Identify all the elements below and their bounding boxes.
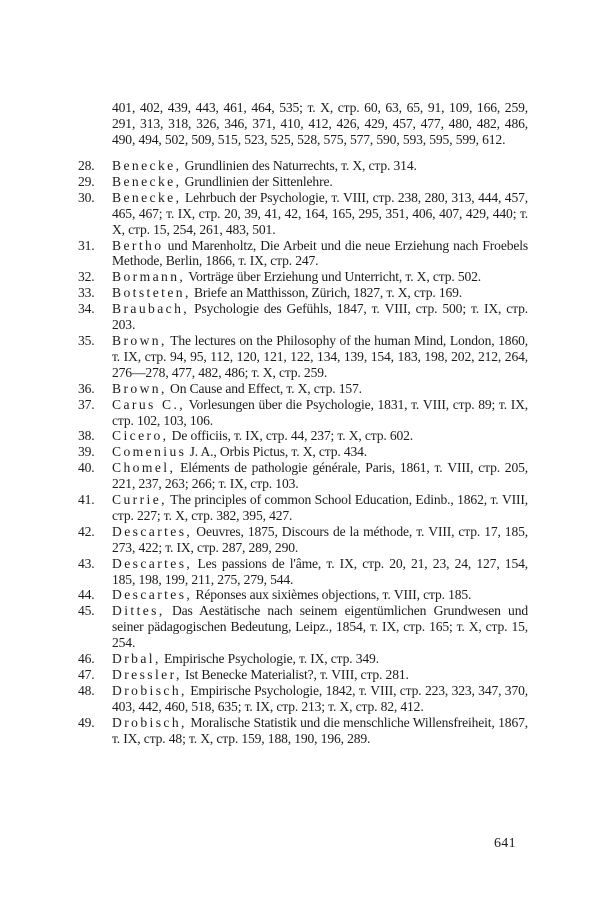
bibliography-entry	[78, 667, 528, 683]
entry-number: 38.	[78, 428, 95, 444]
entry-number: 41.	[78, 492, 95, 508]
entry-number: 28.	[78, 158, 95, 173]
entry-author: Benecke,	[112, 189, 182, 205]
bibliography-list	[78, 158, 528, 747]
entry-author: Bormann,	[112, 269, 186, 285]
bibliography-entry	[78, 381, 528, 397]
entry-number: 47.	[78, 667, 95, 682]
continued-entry-text: 401, 402, 439, 443, 461, 464, 535; т. X, стр. 60, 63, 65, 91, 109, 166, 259, 291, 313, 318, 326, 346, 371, 410, 412, 426, 429, 457, 477, 480, 482, 486, 490, 494, 502, 509, 515, 523, 525, 528, 575, 577, 590, 593, 595, 599, 612.	[112, 100, 528, 147]
entry-text: The lectures on the Philosophy of the human Mind, London, 1860, т. IX, стр. 94, 95, 112, 120, 121, 122, 134, 139, 154, 183, 198, 202, 212, 264, 276—278, 477, 482, 486; т. X, стр. 259.	[112, 332, 528, 380]
entry-number: 36.	[78, 380, 95, 396]
entry-author: Drbal,	[112, 651, 161, 667]
bibliography-entry	[78, 683, 528, 715]
entry-number: 49.	[78, 714, 95, 730]
entry-number: 32.	[78, 269, 95, 285]
bibliography-entry	[78, 428, 528, 444]
bibliography-entry	[78, 174, 528, 190]
entry-number: 39.	[78, 444, 95, 460]
entry-number: 40.	[78, 460, 95, 476]
entry-text: Réponses aux sixièmes objections, т. VIII, стр. 185.	[192, 587, 472, 603]
bibliography-entry	[78, 444, 528, 460]
bibliography-entry	[78, 285, 528, 301]
bibliography-entry	[78, 460, 528, 492]
bibliography-entry	[78, 333, 528, 381]
bibliography-entry	[78, 651, 528, 667]
entry-author: Dressler,	[112, 667, 182, 682]
bibliography-entry	[78, 269, 528, 285]
entry-author: Carus C.,	[112, 396, 186, 412]
entry-text: Moralische Statistik und die menschliche Willensfreiheit, 1867, т. IX, стр. 48; т. X, стр. 159, 188, 190, 196, 289.	[112, 714, 528, 746]
entry-number: 29.	[78, 173, 95, 189]
entry-text: Grundlinien der Sittenlehre.	[181, 173, 333, 189]
page-number: 641	[494, 836, 516, 851]
entry-author: Descartes,	[112, 555, 193, 571]
bibliography-entry	[78, 238, 528, 270]
entry-number: 37.	[78, 396, 95, 412]
entry-number: 44.	[78, 587, 95, 603]
entry-author: Brown,	[112, 380, 167, 396]
entry-author: Comenius	[112, 444, 187, 460]
bibliography-entry	[78, 190, 528, 238]
entry-author: Benecke,	[112, 173, 182, 189]
bibliography-entry	[78, 158, 528, 174]
entry-author: Drobisch,	[112, 682, 187, 698]
entry-text: Les passions de l'âme, т. IX, стр. 20, 21, 23, 24, 127, 154, 185, 198, 199, 211, 275, 279, 544.	[112, 555, 528, 587]
entry-author: Botsteten,	[112, 285, 191, 301]
bibliography-entry	[78, 301, 528, 333]
entry-author: Descartes,	[112, 523, 193, 539]
entry-number: 42.	[78, 523, 95, 539]
bibliography-entry	[78, 587, 528, 603]
entry-number: 31.	[78, 237, 95, 253]
entry-text: Empirische Psychologie, 1842, т. VIII, стр. 223, 323, 347, 370, 403, 442, 460, 518, 635; т. IX, стр. 213; т. X, стр. 82, 412.	[112, 682, 528, 714]
entry-text: Lehrbuch der Psychologie, т. VIII, стр. 238, 280, 313, 444, 457, 465, 467; т. IX, стр. 20, 39, 41, 42, 164, 165, 295, 351, 406, 407, 429, 440; т. X, стр. 15, 254, 261, 483, 501.	[112, 189, 528, 237]
entry-author: Dittes,	[112, 603, 165, 619]
entry-author: Braubach,	[112, 301, 190, 317]
entry-text: Eléments de pathologie générale, Paris, 1861, т. VIII, стр. 205, 221, 237, 263; 266; т. IX, стр. 103.	[112, 460, 528, 492]
entry-text: Vorlesungen über die Psychologie, 1831, т. VIII, стр. 89; т. IX, стр. 102, 103, 106.	[112, 396, 528, 428]
entry-author: Descartes,	[112, 587, 193, 603]
entry-author: Currie,	[112, 492, 167, 508]
entry-number: 34.	[78, 301, 95, 317]
bibliography-entry	[78, 524, 528, 556]
entry-text: Briefe an Matthisson, Zürich, 1827, т. X, стр. 169.	[190, 285, 463, 301]
entry-author: Bertho	[112, 237, 164, 253]
bibliography-entry	[78, 715, 528, 747]
entry-text: Ist Benecke Materialist?, т. VIII, стр. 281.	[181, 667, 409, 682]
entry-number: 30.	[78, 189, 95, 205]
entry-text: De officiis, т. IX, стр. 44, 237; т. X, стр. 602.	[168, 428, 414, 444]
entry-author: Drobisch,	[112, 714, 187, 730]
bibliography-entry	[78, 397, 528, 429]
bibliography-entry	[78, 492, 528, 524]
bibliography-entry	[78, 603, 528, 651]
bibliography-entry	[78, 556, 528, 588]
entry-text: Grundlinien des Naturrechts, т. X, стр. 314.	[181, 158, 417, 173]
entry-number: 33.	[78, 285, 95, 301]
entry-number: 35.	[78, 332, 95, 348]
entry-number: 46.	[78, 651, 95, 667]
entry-author: Brown,	[112, 332, 167, 348]
entry-text: Empirische Psychologie, т. IX, стр. 349.	[160, 651, 379, 667]
entry-author: Cicero,	[112, 428, 169, 444]
entry-author: Benecke,	[112, 158, 182, 173]
entry-number: 45.	[78, 603, 95, 619]
entry-text: Psychologie des Gefühls, 1847, т. VIII, стр. 500; т. IX, стр. 203.	[112, 301, 528, 333]
entry-text: und Marenholtz, Die Arbeit und die neue Erziehung nach Froebels Methode, Berlin, 1866, т. IX, стр. 247.	[112, 237, 528, 269]
entry-number: 43.	[78, 555, 95, 571]
entry-text: Das Aestätische nach seinem eigentümlichen Grundwesen und seiner pädagogischen Bedeutung, Leipz., 1854, т. IX, стр. 165; т. X, стр. 15, 254.	[112, 603, 528, 651]
entry-text: Oeuvres, 1875, Discours de la méthode, т. VIII, стр. 17, 185, 273, 422; т. IX, стр. 287, 289, 290.	[112, 523, 528, 555]
entry-text: Vorträge über Erziehung und Unterricht, т. X, стр. 502.	[185, 269, 482, 285]
entry-text: J. A., Orbis Pictus, т. X, стр. 434.	[186, 444, 368, 460]
entry-text: On Cause and Effect, т. X, стр. 157.	[166, 380, 362, 396]
entry-number: 48.	[78, 682, 95, 698]
entry-author: Chomel,	[112, 460, 176, 476]
entry-text: The principles of common School Education, Edinb., 1862, т. VIII, стр. 227; т. X, стр. 382, 395, 427.	[112, 492, 528, 523]
